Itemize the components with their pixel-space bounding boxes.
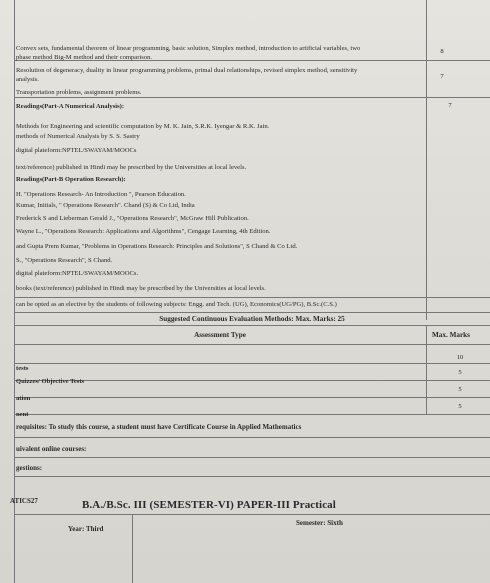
reading-line: Methods for Engineering and scientific computation by M. K. Jain, S.R.K. Iyengar & R.K. Jain. [16,123,270,130]
reading-line: Frederick S and Lieberman Gerald J., "Operations Research", McGraw Hill Publication. [16,215,249,222]
reading-line: and Gupta Prem Kumar, "Problems in Operations Research: Principles and Solutions", S Chand & Co Ltd. [16,243,298,250]
reading-line: digital plateform:NPTEL/SWAYAM/MOOCs. [16,270,139,277]
reading-line: books (text/reference) published in Hindi may be prescribed by the Universities at local levels. [16,285,266,292]
row-divider [14,297,490,298]
course-code: ATICS27 [10,497,38,505]
eval-row-marks: 5 [458,386,462,393]
evaluation-title: Suggested Continuous Evaluation Methods: Max. Marks: 25 [159,315,345,323]
row-divider [14,457,490,458]
row-divider [14,437,490,438]
eval-row-marks: 5 [458,369,462,376]
reading-line: S., "Operations Research", S Chand. [16,257,113,264]
row-divider [14,476,490,477]
reading-line: H. "Operations Research- An Introduction ", Pearson Education. [16,191,186,198]
row-divider [14,514,490,515]
readings-heading-a: Readings(Part-A Numerical Analysis): [16,103,125,110]
marks-column-divider [426,325,427,414]
unit-1-lectures: 8 [440,48,444,55]
lecture-column-divider [426,0,427,320]
eval-row-type: Quizzes/ Objective Tests [16,378,85,385]
unit-1-line-1: Convex sets, fundamental theorem of linear programming, basic solution, Simplex method, introduction to artificial variables, two [16,45,361,52]
reading-line: text/reference) published in Hindi may be prescribed by the Universities at local levels. [16,164,247,171]
row-divider [14,312,490,313]
suggestions: gestions: [16,464,43,472]
practical-paper-title: B.A./B.Sc. III (SEMESTER-VI) PAPER-III Practical [82,499,336,511]
eval-row-type: nent [16,411,29,418]
unit-1-line-2: phase method Big-M method and their comparison. [16,54,153,61]
reading-line: methods of Numerical Analysis by S. S. Sastry [16,133,140,140]
unit-3-line-1: Transportation problems, assignment problems. [16,89,142,96]
equivalent-online-courses: uivalent online courses: [16,445,87,453]
reading-line: digital plateform:NPTEL/SWAYAM/MOOCs [16,147,137,154]
eval-row-marks: 5 [458,403,462,410]
eval-row-marks: 10 [456,354,464,361]
elective-note: can be opted as an elective by the students of following subjects: Engg. and Tech. (UG), Economics(UG/PG), B.Sc.(C.S.) [16,301,337,308]
eval-row-type: ation [16,395,31,402]
unit-4-lectures: 7 [448,102,452,109]
row-divider [14,97,490,98]
year-label: Year: Third [68,525,104,533]
readings-heading-b: Readings(Part-B Operation Research): [16,176,126,183]
year-column-divider [132,514,133,583]
max-marks-header: Max. Marks [432,331,470,339]
row-divider [14,325,490,326]
row-divider [14,344,490,345]
prerequisites: requisites: To study this course, a student must have Certificate Course in Applied Mathematics [16,423,302,431]
unit-2-line-2: analysis. [16,76,39,83]
semester-label: Semester: Sixth [296,519,343,527]
assessment-type-header: Assessment Type [194,331,246,339]
unit-2-line-1: Resolution of degeneracy, duality in linear programming problems, primal dual relationships, revised simplex method, sensitivity [16,67,358,74]
reading-line: Wayne L., "Operations Research: Applications and Algorithms", Cengage Learning, 4th Edition. [16,228,271,235]
eval-row-type: tests [16,365,29,372]
unit-2-lectures: 7 [440,73,444,80]
reading-line: Kumar, Initials, " Operations Research". Chand (S) & Co Ltd, India [16,202,195,209]
